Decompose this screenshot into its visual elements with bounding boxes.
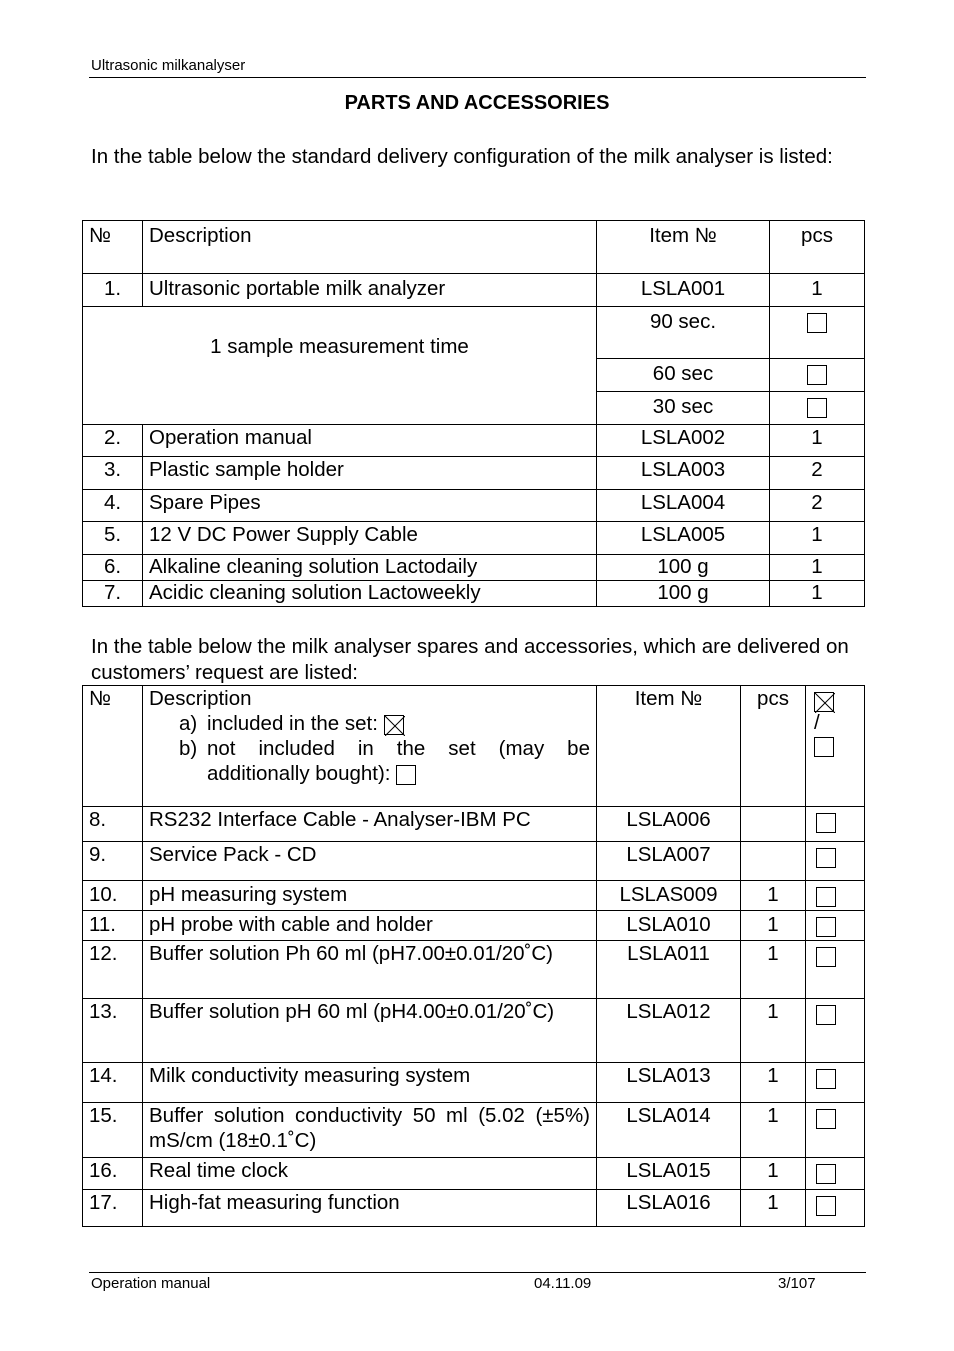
row-item-no: LSLAS009 <box>597 881 741 911</box>
row-item-no: LSLA011 <box>597 941 741 999</box>
row-no: 17. <box>83 1190 143 1227</box>
row-no: 4. <box>83 490 143 522</box>
row-item-no: LSLA010 <box>597 911 741 941</box>
row-pcs <box>741 842 806 881</box>
row-no: 9. <box>83 842 143 881</box>
row-item-no: LSLA016 <box>597 1190 741 1227</box>
table-row <box>83 941 865 999</box>
row-no: 13. <box>83 999 143 1063</box>
row-pcs: 1 <box>741 941 806 999</box>
row-item-no: LSLA013 <box>597 1063 741 1103</box>
row-no: 3. <box>83 457 143 490</box>
checked-box-icon <box>814 692 834 712</box>
row-select-cell <box>806 807 865 842</box>
table-row <box>83 457 865 490</box>
row-select-cell <box>806 1190 865 1227</box>
table-row <box>83 1158 865 1190</box>
table-row <box>83 1190 865 1227</box>
footer-page-number: 3/107 <box>778 1275 816 1292</box>
row-item-no: LSLA001 <box>597 274 770 307</box>
table-row <box>83 490 865 522</box>
checkbox-60-sec[interactable] <box>807 365 827 385</box>
row-no: 14. <box>83 1063 143 1103</box>
row-pcs: 1 <box>770 522 865 555</box>
row-pcs: 1 <box>741 1190 806 1227</box>
row-description: Alkaline cleaning solution Lactodaily <box>143 555 597 581</box>
table-row <box>83 842 865 881</box>
legend-included <box>179 711 590 736</box>
row-item-no: LSLA004 <box>597 490 770 522</box>
row-pcs: 1 <box>770 274 865 307</box>
table-row <box>83 1103 865 1158</box>
row-select-cell <box>806 911 865 941</box>
measurement-option-30: 30 sec <box>597 392 770 425</box>
page-title: PARTS AND ACCESSORIES <box>344 92 610 114</box>
footer-date: 04.11.09 <box>534 1275 592 1292</box>
table-row <box>83 881 865 911</box>
row-description: Operation manual <box>143 425 597 457</box>
row-pcs: 1 <box>741 999 806 1063</box>
row-pcs: 1 <box>741 911 806 941</box>
row-pcs: 1 <box>741 881 806 911</box>
row-pcs <box>741 807 806 842</box>
col-header-included-cell <box>806 686 865 807</box>
row-no: 8. <box>83 807 143 842</box>
row-checkbox[interactable] <box>816 1005 836 1025</box>
row-description: Spare Pipes <box>143 490 597 522</box>
row-select-cell <box>806 941 865 999</box>
row-description: Service Pack - CD <box>143 842 597 881</box>
row-item-no: 100 g <box>597 555 770 581</box>
col-header-item-no: Item № <box>597 221 770 274</box>
row-no: 7. <box>83 581 143 607</box>
table-row <box>83 274 865 307</box>
accessories-table <box>82 685 865 1227</box>
measurement-option-60-cell <box>770 359 865 392</box>
row-no: 1. <box>83 274 143 307</box>
row-checkbox[interactable] <box>816 813 836 833</box>
row-checkbox[interactable] <box>816 1109 836 1129</box>
empty-box-icon <box>814 737 834 757</box>
col-header-description: Description <box>149 687 252 710</box>
row-description: RS232 Interface Cable - Analyser-IBM PC <box>143 807 597 842</box>
intro-paragraph-2: In the table below the milk analyser spares and accessories, which are delivered on customers’ request are listed: <box>91 635 849 684</box>
table-row <box>83 425 865 457</box>
col-header-pcs: pcs <box>770 221 865 274</box>
row-no: 16. <box>83 1158 143 1190</box>
row-pcs: 1 <box>770 581 865 607</box>
row-no: 10. <box>83 881 143 911</box>
row-checkbox[interactable] <box>816 1196 836 1216</box>
legend-not-included <box>179 736 590 786</box>
row-pcs: 2 <box>770 457 865 490</box>
footer-doc-name: Operation manual <box>91 1275 211 1292</box>
row-checkbox[interactable] <box>816 917 836 937</box>
delivery-config-table <box>82 220 865 607</box>
table-row <box>83 522 865 555</box>
row-no: 15. <box>83 1103 143 1158</box>
legend-a-text: included in the set: <box>207 712 378 735</box>
row-item-no: LSLA012 <box>597 999 741 1063</box>
slash-separator: / <box>814 711 820 734</box>
empty-box-icon <box>396 765 416 785</box>
row-no: 6. <box>83 555 143 581</box>
row-description: pH measuring system <box>143 881 597 911</box>
intro-paragraph-1: In the table below the standard delivery configuration of the milk analyser is listed: <box>91 145 833 168</box>
row-item-no: LSLA006 <box>597 807 741 842</box>
row-description: 12 V DC Power Supply Cable <box>143 522 597 555</box>
row-checkbox[interactable] <box>816 1069 836 1089</box>
measurement-option-90: 90 sec. <box>597 307 770 359</box>
row-pcs: 1 <box>741 1103 806 1158</box>
row-item-no: LSLA002 <box>597 425 770 457</box>
header-rule <box>89 77 866 78</box>
row-description: Real time clock <box>143 1158 597 1190</box>
row-no: 12. <box>83 941 143 999</box>
row-select-cell <box>806 1063 865 1103</box>
table-row <box>83 911 865 941</box>
col-header-no: № <box>83 686 143 807</box>
footer-rule <box>89 1272 866 1273</box>
row-description: pH probe with cable and holder <box>143 911 597 941</box>
row-item-no: LSLA003 <box>597 457 770 490</box>
measurement-time-row <box>83 307 865 359</box>
measurement-option-90-cell <box>770 307 865 359</box>
row-checkbox[interactable] <box>816 848 836 868</box>
measurement-option-60: 60 sec <box>597 359 770 392</box>
table-row <box>83 581 865 607</box>
legend-b-text: not included in the set (may be additionally bought): <box>207 737 590 785</box>
running-header: Ultrasonic milkanalyser <box>91 57 246 74</box>
col-header-description: Description <box>143 221 597 274</box>
row-item-no: 100 g <box>597 581 770 607</box>
row-pcs: 1 <box>741 1063 806 1103</box>
row-item-no: LSLA007 <box>597 842 741 881</box>
row-checkbox[interactable] <box>816 1164 836 1184</box>
row-select-cell <box>806 881 865 911</box>
row-description: Milk conductivity measuring system <box>143 1063 597 1103</box>
row-pcs: 1 <box>741 1158 806 1190</box>
checkbox-30-sec[interactable] <box>807 398 827 418</box>
table-row <box>83 807 865 842</box>
measurement-option-30-cell <box>770 392 865 425</box>
legend-a-label: a) <box>179 712 198 735</box>
col-header-no: № <box>83 221 143 274</box>
row-description: Ultrasonic portable milk analyzer <box>143 274 597 307</box>
row-select-cell <box>806 1158 865 1190</box>
measurement-time-label: 1 sample measurement time <box>83 307 597 425</box>
row-description: Buffer solution pH 60 ml (pH4.00±0.01/20˚C) <box>143 999 597 1063</box>
row-description: High-fat measuring function <box>143 1190 597 1227</box>
row-item-no: LSLA014 <box>597 1103 741 1158</box>
row-item-no: LSLA015 <box>597 1158 741 1190</box>
row-item-no: LSLA005 <box>597 522 770 555</box>
row-no: 11. <box>83 911 143 941</box>
col-header-item-no: Item № <box>597 686 741 807</box>
row-checkbox[interactable] <box>816 947 836 967</box>
checked-box-icon <box>384 715 404 735</box>
row-pcs: 2 <box>770 490 865 522</box>
row-checkbox[interactable] <box>816 887 836 907</box>
table-row <box>83 555 865 581</box>
legend-list <box>149 711 590 786</box>
table-header-row <box>83 221 865 274</box>
row-no: 5. <box>83 522 143 555</box>
col-header-description-cell <box>143 686 597 807</box>
row-description: Buffer solution conductivity 50 ml (5.02 (±5%) mS/cm (18±0.1˚C) <box>143 1103 597 1158</box>
col-header-pcs: pcs <box>741 686 806 807</box>
table-row <box>83 999 865 1063</box>
row-select-cell <box>806 1103 865 1158</box>
row-description: Buffer solution Ph 60 ml (pH7.00±0.01/20˚C) <box>143 941 597 999</box>
row-description: Plastic sample holder <box>143 457 597 490</box>
row-pcs: 1 <box>770 425 865 457</box>
table-row <box>83 1063 865 1103</box>
row-pcs: 1 <box>770 555 865 581</box>
row-select-cell <box>806 999 865 1063</box>
row-no: 2. <box>83 425 143 457</box>
row-description: Acidic cleaning solution Lactoweekly <box>143 581 597 607</box>
row-select-cell <box>806 842 865 881</box>
table-header-row <box>83 686 865 807</box>
checkbox-90-sec[interactable] <box>807 313 827 333</box>
legend-b-label: b) <box>179 737 198 760</box>
